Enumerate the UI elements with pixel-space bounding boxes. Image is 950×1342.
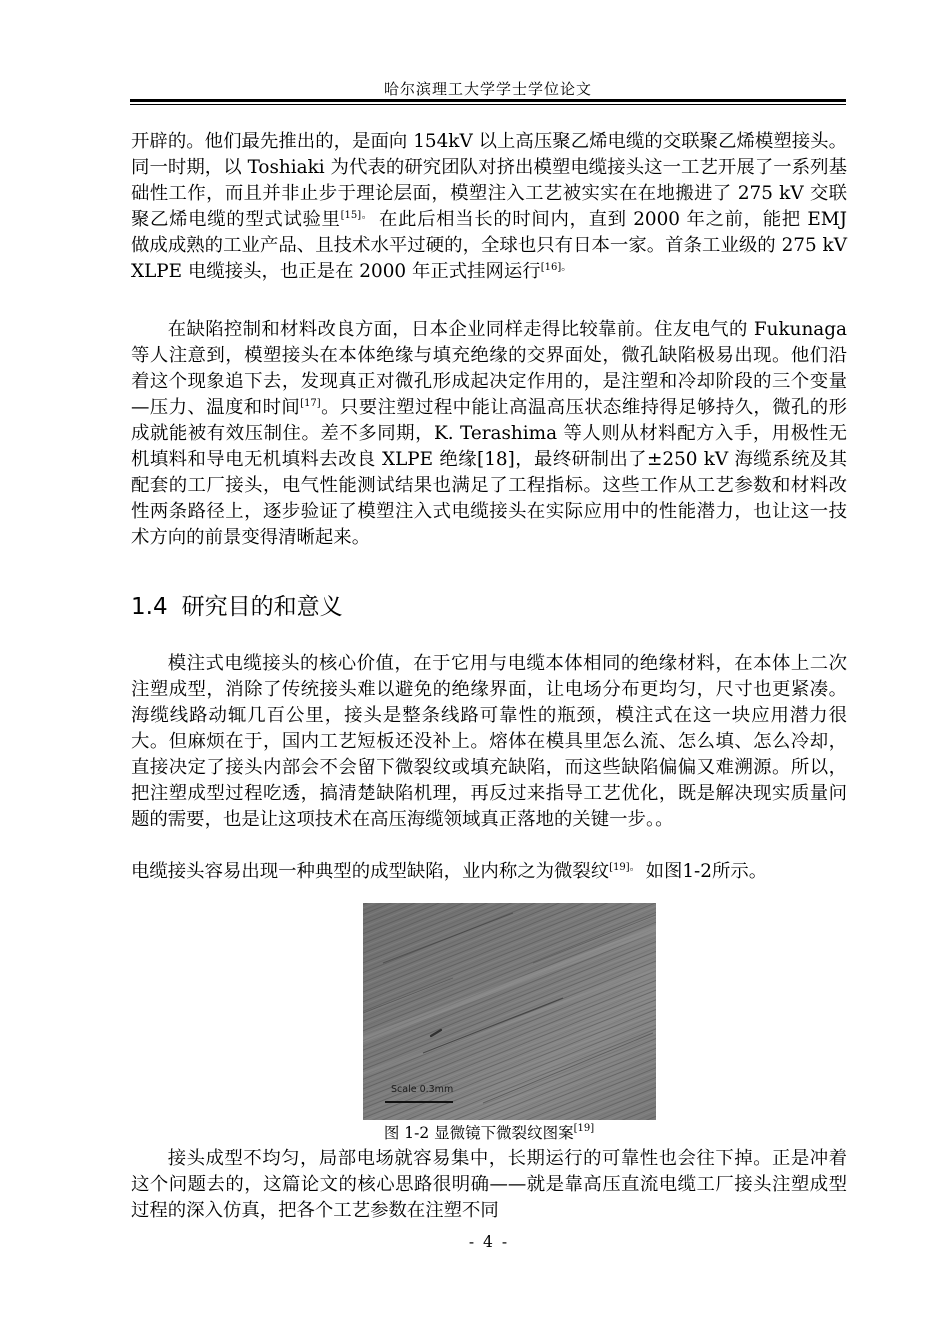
page-number: - 4 - [468, 1233, 510, 1251]
section-heading [131, 592, 343, 622]
paragraph-3: 模注式电缆接头的核心价值，在于它用与电缆本体相同的绝缘材料，在本体上二次注塑成型，消除了传统接头难以避免的绝缘界面，让电场分布更均匀，尺寸也更紧凑。海缆线路动辄几百公里，接头是整条线路可靠性的瓶颈，模注式在这一块应用潜力很大。但麻烦在于，国内工艺短板还没补上。熔体在模具里怎么流、怎么填、怎么冷却，直接决定了接头内部会不会留下微裂纹或填充缺陷，而这些缺陷偏偏又难溯源。所以，把注塑成型过程吃透，搞清楚缺陷机理，再反过来指导工艺优化，既是解决现实质量问题的需要，也是让这项技术在高压海缆领域真正落地的关键一步。。 [131, 653, 847, 830]
caption-citation: [19] [573, 1123, 595, 1134]
scale-label: Scale 0.3mm [391, 1084, 454, 1095]
header-rule-thin [130, 104, 846, 105]
paragraph-2: 在缺陷控制和材料改良方面，日本企业同样走得比较靠前。住友电气的 Fukunaga 等人注意到，模塑接头在本体绝缘与填充绝缘的交界面处，微孔缺陷极易出现。他们沿着这个现象追下去，发现真正对微孔形成起决定作用的，是注塑和冷却阶段的三个变量—压力、温度和时间[17]。只要注塑过程中能让高温高压状态维持得足够持久，微孔的形成就能被有效压制住。差不多同期，K. Terashima 等人则从材料配方入手，用极性无机填料和导电无机填料去改良 XLPE 绝缘[18]，最终研制出了±250 kV 海缆系统及其配套的工厂接头，电气性能测试结果也满足了工程指标。这些工作从工艺参数和材料改性两条路径上，逐步验证了模塑注入式电缆接头在实际应用中的性能潜力，也让这一技术方向的前景变得清晰起来。 [131, 319, 847, 548]
micrograph-image [363, 903, 656, 1120]
micrograph-figure [363, 903, 656, 1120]
citation-16: [16]。 [540, 262, 572, 273]
citation-19: [19]。 [609, 862, 640, 873]
running-header: 哈尔滨理工大学学士学位论文 [383, 80, 592, 98]
section-number: 1.4 [131, 594, 168, 620]
paragraph-1: 开辟的。他们最先推出的，是面向 154kV 以上高压聚乙烯电缆的交联聚乙烯模塑接头。同一时期，以 Toshiaki 为代表的研究团队对挤出模塑电缆接头这一工艺开展了一系列基础性工作，而且并非止步于理论层面，模塑注入工艺被实实在在地搬进了 275 kV 交联聚乙烯电缆的型式试验里$^{[15]。}$ 在此后相当长的时间内，直到 2000 年之前，能把 EMJ 做成成熟的工业产品、且技术水平过硬的，全球也只有日本一家。首条工业级的 275 kV XLPE 电缆接头，也正是在 2000 年正式挂网运行$^{[16]。}$ [131, 131, 847, 282]
section-title: 研究目的和意义 [181, 594, 343, 620]
paragraph-4: 电缆接头容易出现一种典型的成型缺陷，业内称之为微裂纹$^{[19]。}$ 如图1-2所示。 [131, 861, 768, 882]
citation-17: [17] [300, 398, 321, 409]
citation-15: [15]。 [340, 210, 373, 221]
figure-caption: 图 1-2 显微镜下微裂纹图案[19] [383, 1123, 595, 1142]
paragraph-5: 接头成型不均匀，局部电场就容易集中，长期运行的可靠性也会往下掉。正是冲着这个问题去的，这篇论文的核心思路很明确——就是靠高压直流电缆工厂接头注塑成型过程的深入仿真，把各个工艺参数在注塑不同 [131, 1148, 847, 1221]
header-rule-thick [130, 99, 846, 102]
